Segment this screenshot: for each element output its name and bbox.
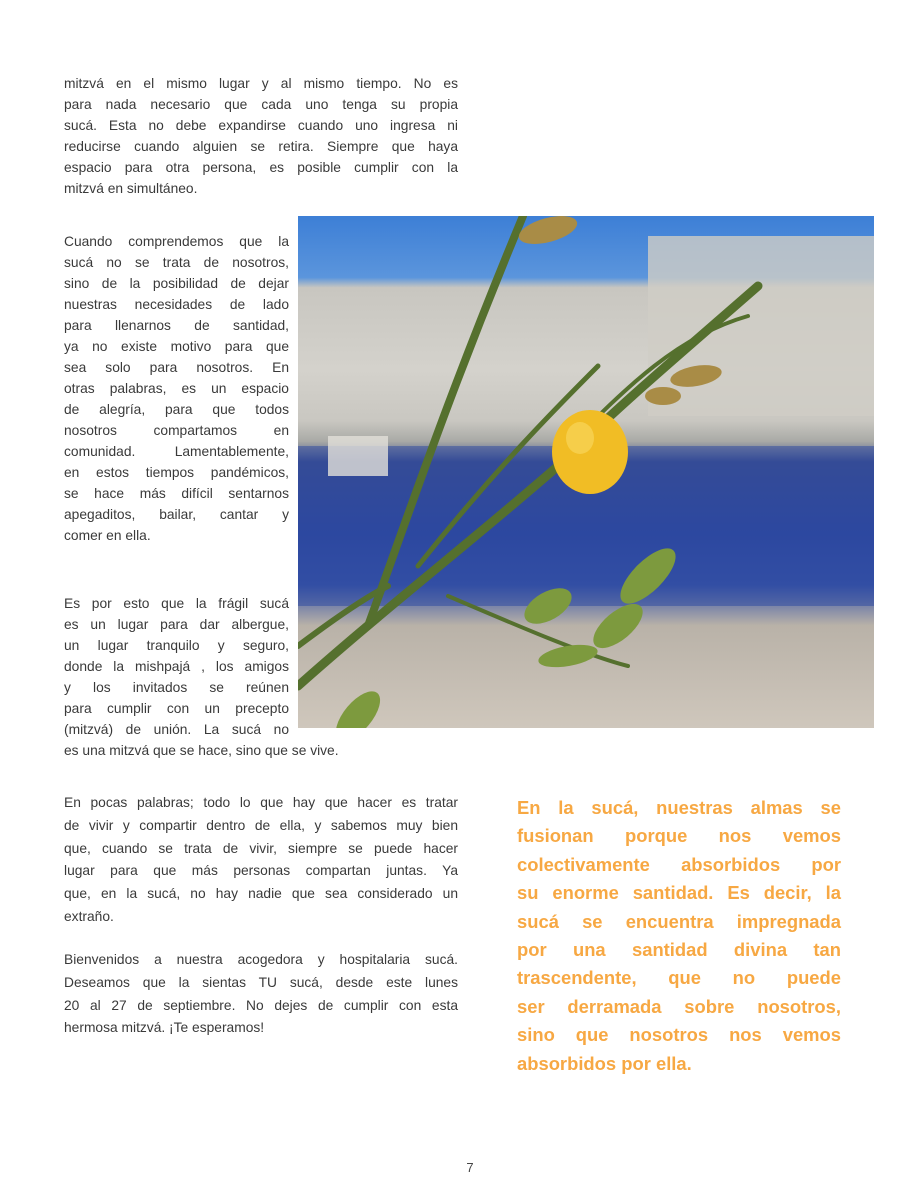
text-line: para nada necesario que cada uno tenga su propia: [64, 97, 458, 112]
paragraph-bienvenidos: [64, 949, 458, 1040]
text-line: sucá no se trata de nosotros,: [64, 255, 289, 270]
text-line: sea solo para nosotros. En: [64, 360, 289, 375]
text-line: En pocas palabras; todo lo que hay que hacer es tratar: [64, 795, 458, 810]
text-line: hermosa mitzvá. ¡Te esperamos!: [64, 1020, 265, 1036]
text-line: se hace más difícil sentarnos: [64, 486, 289, 501]
quote-line: trascendente, que no puede: [517, 967, 841, 989]
quote-line: sucá se encuentra impregnada: [517, 910, 841, 932]
quote-line: por una santidad divina tan: [517, 938, 841, 960]
quote-line: absorbidos por ella.: [517, 1052, 692, 1074]
quote-line: fusionan porque nos vemos: [517, 825, 841, 847]
text-line: de alegría, para que todos: [64, 402, 289, 417]
text-line: para llenarnos de santidad,: [64, 318, 289, 333]
text-line: que, en la sucá, no hay nadie que sea considerado un: [64, 886, 458, 902]
text-line: espacio para otra persona, es posible cumplir con la: [64, 160, 458, 175]
text-line: sucá. Esta no debe expandirse cuando uno ingresa ni: [64, 118, 458, 133]
text-line: (mitzvá) de unión. La sucá no: [64, 722, 289, 737]
text-line: es un lugar para dar albergue,: [64, 617, 289, 632]
text-line: Cuando comprendemos que la: [64, 234, 289, 249]
text-line: de vivir y compartir dentro de ella, y sabemos muy bien: [64, 817, 458, 833]
paragraph-intro: [64, 73, 458, 199]
paragraph-pocas-palabras: [64, 792, 458, 929]
quote-line: su enorme santidad. Es decir, la: [517, 882, 841, 904]
text-line: para cumplir con un precepto: [64, 701, 289, 716]
quote-line: sino que nosotros nos vemos: [517, 1024, 841, 1046]
text-line: lugar para que más personas compartan juntas. Ya: [64, 863, 458, 879]
text-line: que, cuando se trata de vivir, siempre se puede hacer: [64, 840, 458, 856]
text-line: mitzvá en simultáneo.: [64, 181, 198, 196]
text-line: reducirse cuando alguien se retira. Siempre que haya: [64, 139, 458, 154]
quote-line: colectivamente absorbidos por: [517, 853, 841, 875]
paragraph-fragil-suca: [64, 593, 339, 761]
text-line: extraño.: [64, 908, 114, 924]
text-line: en estos tiempos pandémicos,: [64, 465, 289, 480]
text-line: y los invitados se reúnen: [64, 680, 289, 695]
text-line: Deseamos que la sientas TU sucá, desde este lunes: [64, 974, 458, 990]
text-line: comer en ella.: [64, 528, 151, 543]
text-line: Es por esto que la frágil sucá: [64, 596, 289, 611]
text-line: Bienvenidos a nuestra acogedora y hospitalaria sucá.: [64, 952, 458, 967]
text-line: apegaditos, bailar, cantar y: [64, 507, 289, 522]
text-line: nosotros compartamos en: [64, 423, 289, 438]
text-line: ya no existe motivo para que: [64, 339, 289, 354]
text-line: comunidad. Lamentablemente,: [64, 444, 289, 459]
quote-line: ser derramada sobre nosotros,: [517, 995, 841, 1017]
text-line: es una mitzvá que se hace, sino que se vive.: [64, 743, 339, 758]
text-line: sino de la posibilidad de dejar: [64, 276, 289, 291]
text-line: otras palabras, es un espacio: [64, 381, 289, 396]
page-number: 7: [466, 1160, 474, 1175]
text-line: 20 al 27 de septiembre. No dejes de cumplir con esta: [64, 997, 458, 1013]
text-line: donde la mishpajá , los amigos: [64, 659, 289, 674]
quote-line: En la sucá, nuestras almas se: [517, 797, 841, 818]
text-line: mitzvá en el mismo lugar y al mismo tiempo. No es: [64, 76, 458, 91]
paragraph-comprension: [64, 231, 289, 546]
lemon-tree-photo: [298, 216, 874, 728]
text-line: nuestras necesidades de lado: [64, 297, 289, 312]
text-line: un lugar tranquilo y seguro,: [64, 638, 289, 653]
pull-quote: [517, 794, 841, 1078]
lemon-branch-illustration: [298, 216, 874, 728]
